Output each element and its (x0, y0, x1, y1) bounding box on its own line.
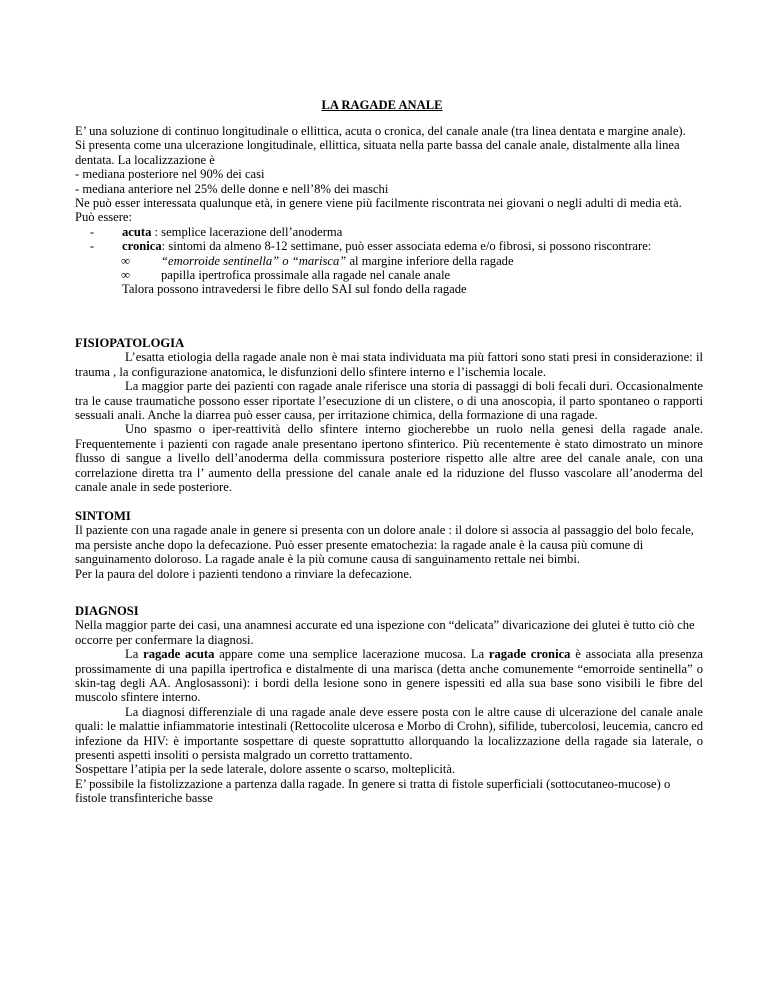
intro-paragraph: Può essere: (75, 210, 133, 225)
section-paragraph: E’ possibile la fistolizzazione a partenza dalla ragade. In genere si tratta di fistole superficiali (sottocutaneo-mucose) o fistole transfinteriche basse (75, 776, 671, 806)
intro-paragraph: Si presenta come una ulcerazione longitudinale, ellittica, situata nella parte bassa del canale anale, distalmente alla linea dentata. La localizzazione è (75, 138, 680, 167)
localization-item: - mediana anteriore nel 25% delle donne e nell’8% dei maschi (75, 181, 389, 196)
localization-item: - mediana posteriore nel 90% dei casi (75, 167, 265, 182)
section-heading: DIAGNOSI (75, 604, 139, 618)
sub-list-item: ∞ “emorroide sentinella” o “marisca” al margine inferiore della ragade (121, 253, 514, 268)
sub-list-item: ∞ papilla ipertrofica prossimale alla ragade nel canale anale (121, 268, 451, 283)
intro-paragraph: E’ una soluzione di continuo longitudinale o ellittica, acuta o cronica, del canale anale (tra linea dentata e margine anale). (75, 124, 686, 138)
section-paragraph: Il paziente con una ragade anale in genere si presenta con un dolore anale : il dolore si associa al passaggio del bolo fecale, ma persiste anche dopo la defecazione. Può esser presente ematochezia: la ragade anale è la causa più comune di sanguinamento doloroso. La ragade anale è la più comune causa di sanguinamento rettale nei bimbi. (75, 523, 694, 567)
section-heading: FISIOPATOLOGIA (75, 336, 185, 350)
section-paragraph: L’esatta etiologia della ragade anale non è mai stata individuata ma più fattori sono stati presi in considerazione: il trauma , la configurazione anatomica, le disfunzioni dello sfintere interno e l’ischemia locale. (75, 350, 703, 379)
section-heading: SINTOMI (75, 509, 131, 523)
section-paragraph: Uno spasmo o iper-reattività dello sfintere interno giocherebbe un ruolo nella genesi della ragade anale. Frequentemente i pazienti con ragade anale presentano ipertono sfinterico. Più recentemente è stato dimostrato un minore flusso di sangue a livello dell’anoderma della commissura posteriore rispetto alle altre aree del canale anale, con una correlazione diretta tra l’ aumento della pressione del canale anale ed la riduzione del flusso vascolare all’anoderma del canale anale in sede posteriore. (75, 422, 703, 495)
intro-section (75, 124, 703, 297)
note-line: Talora possono intravedersi le fibre dello SAI sul fondo della ragade (122, 282, 467, 297)
fisiopatologia-section (75, 336, 703, 494)
page-title: LA RAGADE ANALE (321, 98, 443, 112)
section-paragraph: Per la paura del dolore i pazienti tendono a rinviare la defecazione. (75, 566, 413, 581)
section-paragraph: Nella maggior parte dei casi, una anamnesi accurate ed una ispezione con “delicata” divaricazione dei glutei è tutto ciò che occorre per confermare la diagnosi. (75, 618, 695, 647)
section-paragraph: La ragade acuta appare come una semplice lacerazione mucosa. La ragade cronica è associata alla presenza prossimamente di una papilla ipertrofica e distalmente di una marisca (detta anche comunemente “emorroide sentinella” o skin-tag degli AA. Anglosassoni): i bordi della lesione sono in genere ispessiti ed alla sua base sono visibili le fibre del muscolo sfintere interno. (75, 647, 703, 705)
section-paragraph: La maggior parte dei pazienti con ragade anale riferisce una storia di passaggi di boli fecali duri. Occasionalmente tra le cause traumatiche possono esser riportate l’esecuzione di un clistere, o di una anoscopia, il parto spontaneo o rapporti sessuali anali. Anche la diarrea può esser causa, per irritazione chimica, della formazione di una ragade. (75, 379, 703, 423)
intro-paragraph: Ne può esser interessata qualunque età, in genere viene più facilmente riscontrata nei giovani o negli adulti di media età. (75, 196, 682, 211)
diagnosi-section (75, 604, 703, 806)
list-item-cronica: - cronica: sintomi da almeno 8-12 settimane, può esser associata edema e/o fibrosi, si possono riscontrare: (90, 239, 652, 254)
list-item-acuta: - acuta : semplice lacerazione dell’anoderma (90, 224, 343, 239)
section-paragraph: La diagnosi differenziale di una ragade anale deve essere posta con le altre cause di ulcerazione del canale anale quali: le malattie infiammatorie intestinali (Rettocolite ulcerosa e Morbo di Crohn), sifilide, tubercolosi, leucemia, cancro ed infezione da HIV: è importante sospettare di queste soprattutto allorquando la localizzazione della ragade sia laterale, o presenti aspetti insoliti o persista malgrado un corretto trattamento. (75, 704, 703, 763)
sintomi-section (75, 509, 703, 581)
section-paragraph: Sospettare l’atipia per la sede laterale, dolore assente o scarso, molteplicità. (75, 762, 456, 777)
